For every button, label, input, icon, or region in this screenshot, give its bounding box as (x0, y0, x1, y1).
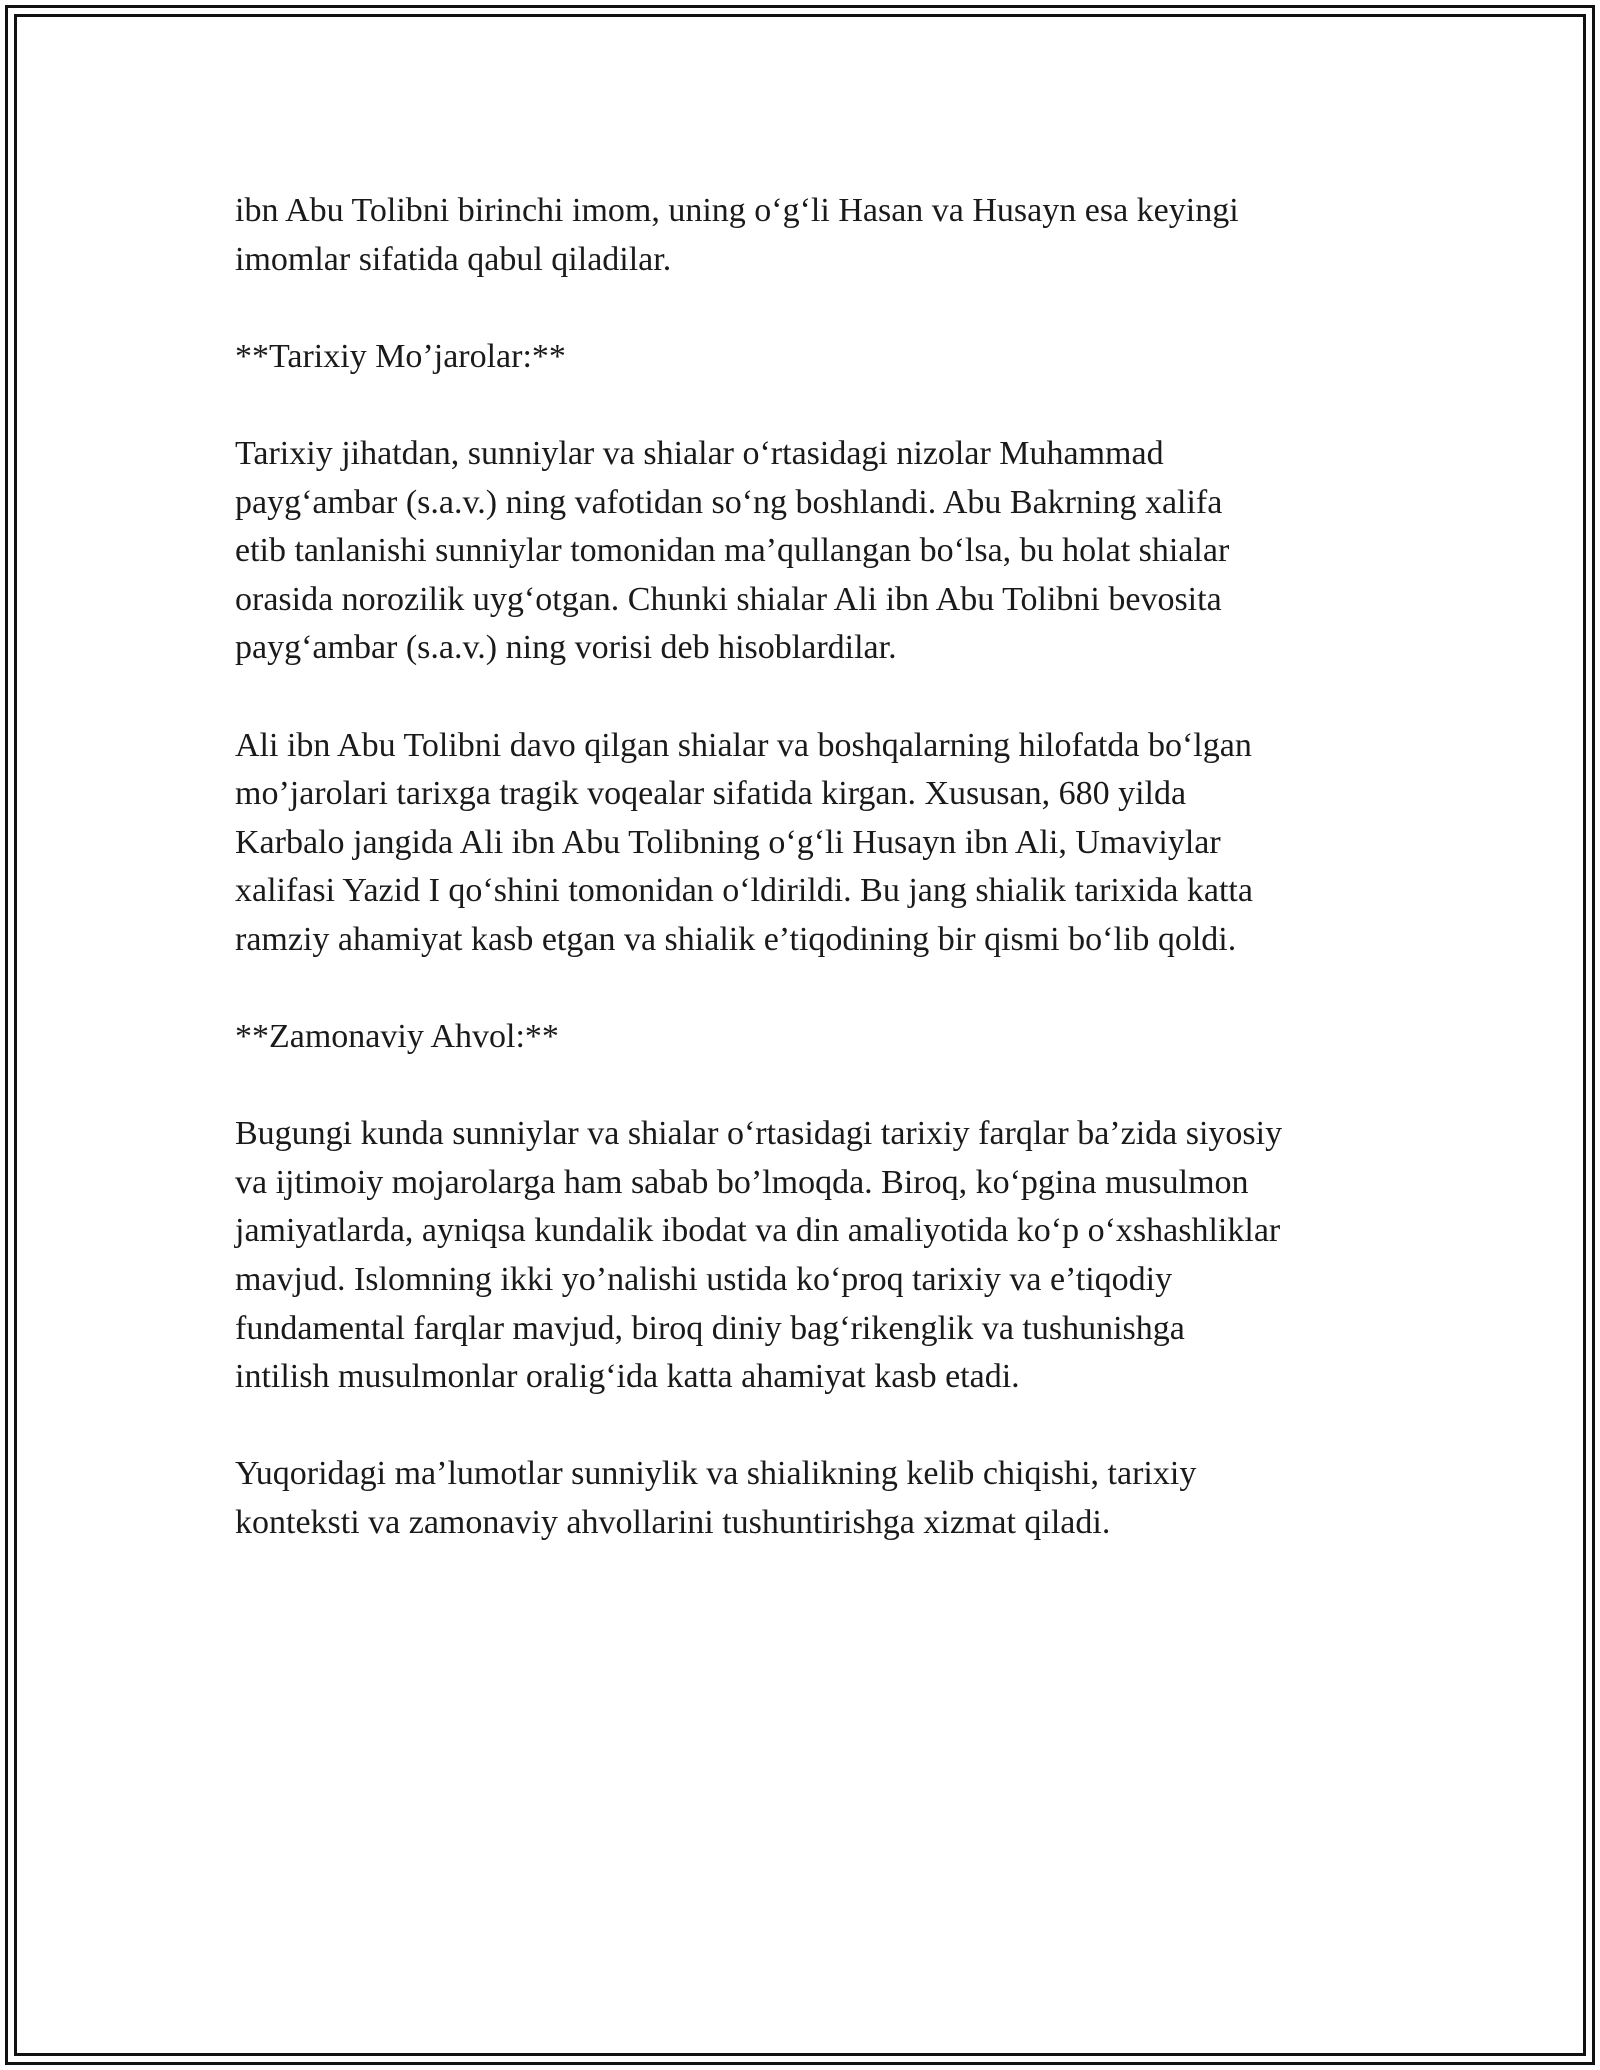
text-line: Tarixiy jihatdan, sunniylar va shialar o‘rtasidagi nizolar Muhammad (235, 434, 1164, 472)
heading-text: **Zamonaviy Ahvol:** (235, 1018, 559, 1056)
text-line: payg‘ambar (s.a.v.) ning vafotidan so‘ng boshlandi. Abu Bakrning xalifa (235, 483, 1223, 521)
text-line: Ali ibn Abu Tolibni davo qilgan shialar va boshqalarning hilofatda bo‘lgan (235, 726, 1252, 764)
text-line: jamiyatlarda, ayniqsa kundalik ibodat va din amaliyotida ko‘p o‘xshashliklar (235, 1212, 1281, 1250)
paragraph-conclusion (235, 1450, 1395, 1547)
text-line: ibn Abu Tolibni birinchi imom, uning o‘g‘li Hasan va Husayn esa keyingi (235, 192, 1239, 229)
text-line: orasida norozilik uyg‘otgan. Chunki shialar Ali ibn Abu Tolibni bevosita (235, 580, 1222, 618)
text-line: Karbalo jangida Ali ibn Abu Tolibning o‘g‘li Husayn ibn Ali, Umaviylar (235, 823, 1221, 861)
text-line: payg‘ambar (s.a.v.) ning vorisi deb hisoblardilar. (235, 629, 897, 667)
text-line: va ijtimoiy mojarolarga ham sabab bo’lmoqda. Biroq, ko‘pgina musulmon (235, 1163, 1249, 1201)
text-line: intilish musulmonlar oralig‘ida katta ahamiyat kasb etadi. (235, 1358, 1020, 1396)
heading-text: **Tarixiy Mo’jarolar:** (235, 337, 566, 375)
text-line: Bugungi kunda sunniylar va shialar o‘rtasidagi tarixiy farqlar ba’zida siyosiy (235, 1115, 1283, 1153)
paragraph-modern-situation (235, 1110, 1395, 1402)
paragraph-karbala (235, 722, 1395, 965)
text-line: etib tanlanishi sunniylar tomonidan ma’qullangan bo‘lsa, bu holat shialar (235, 532, 1230, 570)
section-heading-historical-conflicts (235, 333, 1395, 382)
text-line: xalifasi Yazid I qo‘shini tomonidan o‘ldirildi. Bu jang shialik tarixida katta (235, 872, 1253, 910)
text-line: imomlar sifatida qabul qiladilar. (235, 240, 672, 278)
paragraph-intro-continuation (235, 187, 1395, 284)
document-body (235, 187, 1395, 1596)
text-line: ramziy ahamiyat kasb etgan va shialik e’tiqodining bir qismi bo‘lib qoldi. (235, 920, 1237, 958)
paragraph-historical-origin (235, 430, 1395, 673)
section-heading-modern-situation (235, 1013, 1395, 1062)
text-line: mo’jarolari tarixga tragik voqealar sifatida kirgan. Xususan, 680 yilda (235, 775, 1187, 813)
text-line: konteksti va zamonaviy ahvollarini tushuntirishga xizmat qiladi. (235, 1504, 1111, 1542)
text-line: Yuqoridagi ma’lumotlar sunniylik va shialikning kelib chiqishi, tarixiy (235, 1455, 1197, 1493)
text-line: mavjud. Islomning ikki yo’nalishi ustida ko‘proq tarixiy va e’tiqodiy (235, 1261, 1173, 1299)
text-line: fundamental farqlar mavjud, biroq diniy bag‘rikenglik va tushunishga (235, 1309, 1185, 1347)
